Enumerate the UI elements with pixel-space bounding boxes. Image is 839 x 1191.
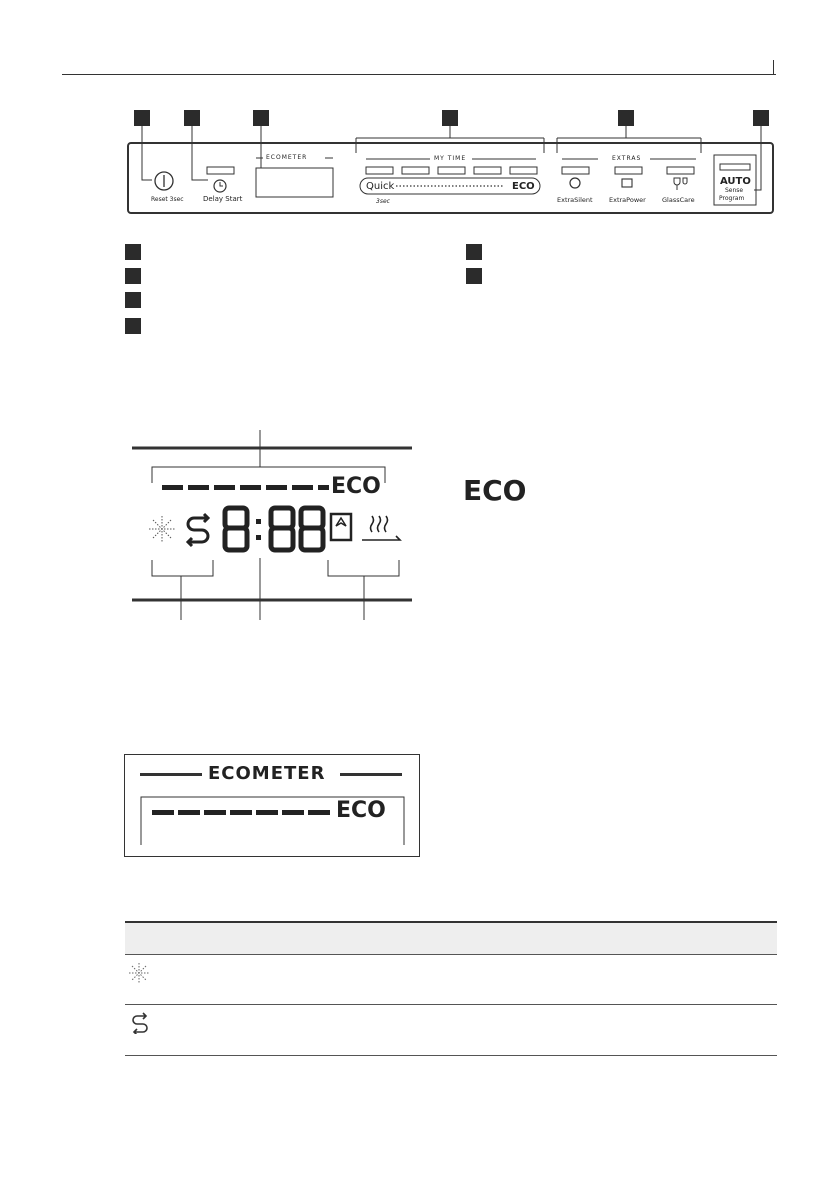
ecometer-panel-label: ECOMETER	[266, 154, 308, 161]
legend-marker-1	[125, 244, 141, 260]
legend-marker-5	[466, 244, 482, 260]
callout-marker-6	[753, 110, 769, 126]
callout-marker-3	[253, 110, 269, 126]
legend-marker-3	[125, 292, 141, 308]
display-eco-label: ECO	[331, 474, 381, 499]
ecometer-box-line-right	[340, 773, 402, 776]
header-rule	[62, 74, 776, 75]
program-label: Program	[719, 195, 745, 202]
ecometer-box-eco: ECO	[336, 798, 386, 823]
extrasilent-label: ExtraSilent	[557, 196, 593, 204]
quick-label: Quick	[366, 181, 395, 192]
extras-label: EXTRAS	[612, 155, 642, 162]
glasscare-icon	[674, 178, 687, 190]
mytime-label: MY TIME	[434, 155, 467, 162]
table-rule-2	[125, 1004, 777, 1005]
salt-icon	[128, 962, 150, 984]
legend-marker-6	[466, 268, 482, 284]
rinse-aid-icon	[130, 1012, 150, 1034]
drying-icon	[362, 516, 400, 540]
callout-marker-5	[618, 110, 634, 126]
delay-start-label: Delay Start	[203, 195, 243, 203]
eco-symbol: ECO	[463, 474, 527, 507]
callout-marker-1	[134, 110, 150, 126]
auto-label: AUTO	[720, 176, 751, 187]
legend-marker-4	[125, 318, 141, 334]
table-header-row	[125, 923, 777, 954]
display-illustration	[128, 430, 418, 620]
glasscare-label: GlassCare	[662, 196, 695, 204]
header-rule-end	[773, 60, 774, 75]
table-rule-3	[125, 1055, 777, 1056]
extrapower-label: ExtraPower	[609, 196, 646, 204]
extrapower-icon	[622, 179, 632, 187]
table-rule-1	[125, 954, 777, 955]
legend-marker-2	[125, 268, 141, 284]
extrasilent-icon	[570, 178, 580, 188]
reset-label: Reset 3sec	[151, 196, 184, 203]
mytime-eco-label: ECO	[512, 181, 535, 192]
callout-marker-2	[184, 110, 200, 126]
callout-marker-4	[442, 110, 458, 126]
ecometer-box-title: ECOMETER	[208, 763, 326, 784]
sec3-label: 3sec	[376, 198, 390, 205]
salt-indicator-icon	[149, 516, 175, 542]
rinse-indicator-icon	[188, 514, 208, 546]
ecometer-box-line-left	[140, 773, 202, 776]
sense-label: Sense	[725, 187, 744, 194]
